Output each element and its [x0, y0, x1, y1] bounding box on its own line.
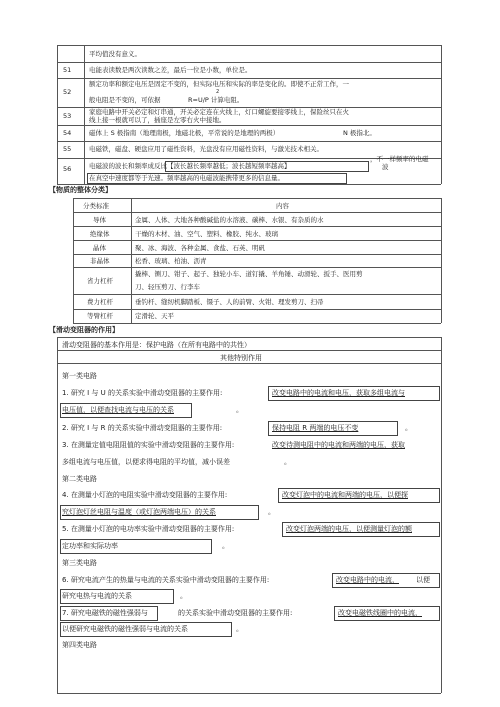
row-number: 54 [63, 129, 72, 137]
question-text-continued: 的关系实验中滑动变阻器的主要作用: [178, 609, 293, 617]
answer-box [268, 386, 440, 401]
category-cell: 非晶体 [90, 257, 110, 265]
answer-box [334, 606, 440, 621]
answer-box [60, 606, 158, 621]
answer-box [332, 573, 440, 588]
answer-end: 。 [180, 592, 187, 600]
answer-text: 改变电磁铁线圈中的电流， [338, 609, 422, 617]
content-cell: 垂钓杆、缝纫机脚踏板、镊子、人的前臂、火钳、理发剪刀、扫帚 [135, 298, 324, 306]
question-text: 6. 研究电流产生的热量与电流的关系实验中滑动变阻器的主要作用: [62, 576, 270, 584]
answer-text: 改变电路中的电流和电压，获取多组电流与 [272, 389, 405, 397]
answer-text: 改变待测电阻中的电流和两端的电压，获取 [272, 441, 405, 449]
answer-box [268, 421, 398, 436]
category-cell: 导体 [93, 216, 106, 224]
answer-end: 。 [236, 406, 243, 414]
circuit-category: 第三类电路 [62, 559, 97, 567]
answer-end: 。 [284, 458, 291, 466]
category-cell: 绝缘体 [90, 230, 110, 238]
section-title: 【滑动变阻器的作用】 [49, 326, 119, 334]
circuit-category: 第四类电路 [62, 641, 97, 649]
answer-end: 。 [222, 542, 229, 550]
content-cell: 干燥的木材、油、空气、塑料、橡胶、纯水、玻璃 [135, 230, 278, 238]
content-cell: 聚、冰、海波、各种金属、食盐、石英、明矾 [135, 244, 265, 252]
row-text-line2: 线上接一根就可以了，插座是左零右火中接地。 [89, 116, 226, 124]
answer-text-continued: 究灯泡灯丝电阻与温度（或灯泡两端电压）的关系 [62, 508, 216, 516]
question-text: 2. 研究 I 与 R 的关系实验中滑动变阻器的主要作用: [62, 424, 223, 432]
content-cell: 撬棒、铡刀、钳子、起子、独轮小车、道钉撬、羊角锤、动滑轮、扳手、医用剪 [135, 270, 363, 278]
answer-text-continued: 多组电流与电压值，以便求得电阻的平均值，减小误差 [62, 458, 230, 466]
answer-box [282, 522, 440, 537]
row-text-line1c: 波 [382, 163, 389, 171]
row-text-line1b: ，不一样频率的电磁 [370, 155, 429, 163]
category-cell: 晶体 [93, 244, 106, 252]
category-cell: 费力杠杆 [87, 298, 113, 306]
answer-text: 改变灯泡两端的电压，以便测量灯泡的额 [286, 525, 412, 533]
row-number: 53 [63, 112, 72, 120]
answer-box [60, 589, 174, 604]
highlight-box [165, 161, 369, 172]
basic-role-text: 滑动变阻器的基本作用是：保护电路（在所有电路中的共性） [62, 341, 251, 349]
content-cell: 松香、玻璃、柏油、沥青 [135, 257, 207, 265]
column-header: 内容 [276, 202, 289, 210]
content-cell: 金属、人体、大地各种酸碱盐的水溶液、碳棒、水银、有杂质的水 [135, 216, 324, 224]
other-role-heading: 其他特别作用 [220, 354, 262, 362]
question-text: 7. 研究电磁铁的磁性强弱与 [62, 609, 148, 617]
answer-text-tail: 以便 [416, 576, 430, 584]
answer-box [60, 539, 212, 554]
row-number: 55 [63, 145, 72, 153]
answer-text: 改变灯泡中的电流和两端的电压，以便探 [282, 491, 408, 499]
question-text: 5. 在测量小灯泡的电功率实验中滑动变阻器的主要作用: [62, 525, 235, 533]
answer-box [60, 505, 259, 520]
section-title: 【物质的整体分类】 [49, 186, 112, 194]
column-header: 分类标准 [83, 202, 109, 210]
answer-text: 保持电阻 R 两端的电压不变 [272, 424, 359, 432]
content-cell-continued: 刀、轻压剪刀、行李车 [135, 283, 200, 291]
row-text: 磁体上 S 极指南（地理南极，地磁北极，平常说的是地理的两极） [89, 129, 280, 137]
formula-text: R=U/P 计算电阻。 [188, 96, 244, 104]
row-text-line2: 在真空中速度都等于光速。频率越高的电磁波能携带更多的信息量。 [89, 174, 284, 182]
row-continuation-text: 平均值没有意义。 [89, 50, 141, 58]
answer-end: 。 [236, 625, 243, 633]
row-text: 电磁铁，磁盘、硬盘应用了磁性资料，光盘没有应用磁性资料，与激光技术相关。 [89, 145, 323, 153]
row-text-line1: 额定功率和额定电压是固定不变的，但实际电压和实际的率是变化的。即使不正常工作，一 [89, 80, 349, 88]
answer-end: 。 [405, 424, 412, 432]
row-text-line2: 般电阻是不变的，可依据 [89, 96, 161, 104]
answer-text-continued: 定功率和实际功率 [62, 542, 118, 550]
circuit-category: 第二类电路 [62, 475, 97, 483]
question-text: 4. 在测量小灯泡的电阻实验中滑动变阻器的主要作用: [62, 491, 228, 499]
answer-box [278, 488, 440, 503]
row-number: 52 [63, 88, 72, 96]
answer-text-continued: 电压值，以便查找电流与电压的关系 [62, 406, 174, 414]
row-text-line1: 家庭电路中开关必定和灯串通，开关必定连在火线上，灯口螺旋要接零线上，保险丝只在火 [89, 108, 349, 116]
answer-box [60, 403, 192, 418]
answer-end: 。 [268, 508, 275, 516]
answer-text-continued: 以便研究电磁铁的磁性强弱与电流的关系 [62, 625, 188, 633]
formula-exponent: 2 [216, 89, 220, 95]
row-number: 56 [63, 165, 72, 173]
highlight-box [87, 173, 347, 184]
row-text-line1: 电磁波的波长和频率成反比【波长越长频率越低；波长越短频率越高】 [89, 162, 291, 170]
answer-text-continued: 研究电热与电流的关系 [62, 592, 132, 600]
row-number: 51 [63, 66, 72, 74]
row-text-tail: N 极指北。 [343, 129, 376, 137]
row-text: 电能表读数是两次读数之差，最后一位是小数，单位是。 [89, 66, 252, 74]
category-cell: 省力杠杆 [87, 277, 113, 285]
question-text: 3. 在测量定值电阻阻值的实验中滑动变阻器的主要作用: [62, 441, 235, 449]
circuit-category: 第一类电路 [62, 372, 97, 380]
category-cell: 等臂杠杆 [87, 312, 113, 320]
question-text: 1. 研究 I 与 U 的关系实验中滑动变阻器的主要作用: [62, 389, 223, 397]
answer-text: 改变电路中的电流， [336, 576, 399, 584]
answer-box [60, 622, 232, 637]
content-cell: 定滑轮、天平 [135, 312, 174, 320]
